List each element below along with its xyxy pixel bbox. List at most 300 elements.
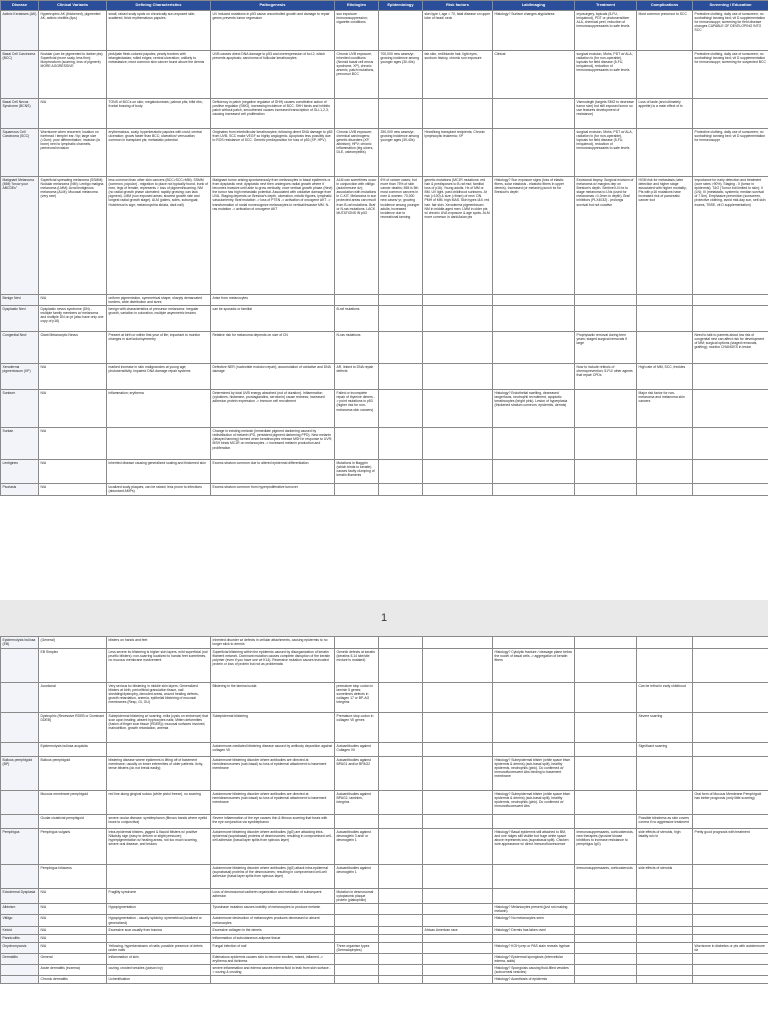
etiologies-cell: sun exposure immunosuppression; cigarette conditions — [335, 11, 379, 51]
lab-imaging-cell: Histology? No melanocytes seen — [493, 915, 575, 926]
epidemiology-cell — [379, 829, 423, 865]
lab-imaging-cell — [493, 713, 575, 743]
pathogenesis-cell: Blistering in the lamina lucida — [211, 683, 335, 713]
epidemiology-cell — [379, 815, 423, 829]
screening-education-cell — [693, 757, 768, 791]
risk-factors-cell — [423, 295, 493, 306]
etiologies-cell — [335, 976, 379, 984]
defining-characteristics-cell: small, raised scaly spots on chronically sun-exposed skin; scattered, thick erythematous papules — [107, 11, 211, 51]
header-cell: Lab/Imaging — [493, 1, 575, 11]
lab-imaging-cell — [493, 99, 575, 129]
table-row — [1, 926, 768, 934]
risk-factors-cell — [423, 757, 493, 791]
epidemiology-cell: 6% of cancer cases; but more than 75% of skin cancer deaths; MM is 5th most common cancers in men & women; 70,000 new cases/ yr; growing incidence among younger adults; increased incidence due to recreational tanning — [379, 177, 423, 295]
risk-factors-cell — [423, 791, 493, 815]
complications-cell — [637, 129, 693, 177]
risk-factors-cell — [423, 865, 493, 889]
disease-cell: Psoriasis — [1, 484, 39, 496]
lab-imaging-cell: Clinical — [493, 51, 575, 99]
complications-cell — [637, 934, 693, 942]
defining-characteristics-cell: severe ocular disease; symblepharon (fibrous bands where eyelid bows to conjunctiva) — [107, 815, 211, 829]
risk-factors-cell — [423, 390, 493, 428]
table-row — [1, 484, 768, 496]
clinical-variants-cell: Chronic dermatitis — [39, 976, 107, 984]
risk-factors-cell — [423, 99, 493, 129]
pathogenesis-cell: Excess stratum corneum from hyperproliferative turnover — [211, 484, 335, 496]
risk-factors-cell: skin type I, age > 70, fatal disease on upper lobe of head/ neck — [423, 11, 493, 51]
disease-cell — [1, 713, 39, 743]
header-cell: Defining Characteristics — [107, 1, 211, 11]
disease-table-page-2 — [0, 636, 768, 984]
complications-cell: Possible blindness as skin covers cornea if no aggressive treatment — [637, 815, 693, 829]
defining-characteristics-cell: uniform pigmentation, symmetrical shape; sharply demarcated borders, wide distribution and sizes — [107, 295, 211, 306]
pathogenesis-cell — [211, 976, 335, 984]
complications-cell: High rate of MM, SCC, freckles — [637, 364, 693, 390]
pathogenesis-cell: Malignant tumor arising spontaneously from melanocytes in basal epidermis or from dysplastic nevi; dysplastic nevi then undergoes radial growth where it becomes invasive until able to grow vertically; once vertical growth phase (Nevi) the tumor has high metastatic potential. Associated with oxidative damage from UVA. Staging depends on Breslow's depth, ulceration, mitotic figures, lymphatic vascular/entry. Braf mutation -> loss of PTEN -> activation of oncogene AKT -> transformation of nodal nonrecognize melanocytes to vertical/invasive MM. N-ras mutation -> activation of oncogene AKT — [211, 177, 335, 295]
pathogenesis-cell: UVB causes direct DNA damage to p53 and overexpression of bcl-2, which prevents apoptosis; carcinoma of follicular keratinocytes — [211, 51, 335, 99]
table-row — [1, 51, 768, 99]
etiologies-cell — [335, 428, 379, 460]
table-row — [1, 743, 768, 757]
screening-education-cell — [693, 637, 768, 649]
defining-characteristics-cell: red line along gingival sulcus (white pistol freeze), no scarring — [107, 791, 211, 815]
defining-characteristics-cell: Subepidermal blistering w/ scarring. milia (cysts on eminence) that scar upon healing; absent hyphocytes nails; Mitten deformities (fusion of finger scar tissue (RDEB)); mucosal surfaces involved, malnutrition, growth retardation, anemia — [107, 713, 211, 743]
risk-factors-cell — [423, 743, 493, 757]
screening-education-cell — [693, 915, 768, 926]
epidemiology-cell — [379, 364, 423, 390]
epidemiology-cell: 700,000 new cases/yr; growing incidence among younger ages (30-40s) — [379, 51, 423, 99]
risk-factors-cell — [423, 460, 493, 484]
pathogenesis-cell: Arise from melanocytes — [211, 295, 335, 306]
treatment-cell — [575, 428, 637, 460]
treatment-cell — [575, 815, 637, 829]
disease-cell — [1, 791, 39, 815]
screening-education-cell — [693, 649, 768, 683]
treatment-cell — [575, 683, 637, 713]
screening-education-cell — [693, 99, 768, 129]
disease-cell: Onychomycosis — [1, 942, 39, 953]
lab-imaging-cell — [493, 295, 575, 306]
disease-cell — [1, 683, 39, 713]
lab-imaging-cell — [493, 306, 575, 332]
table-row — [1, 306, 768, 332]
lab-imaging-cell: Histology? Dermis has taken over! — [493, 926, 575, 934]
clinical-variants-cell: N/A — [39, 484, 107, 496]
lab-imaging-cell: Histology? Subepidermal blister (while space btwn epidermis & dermis) (sub-basal split), healthy epidermis, neutrophils (pink). Do confirmed w/ immunofluorescent Abs — [493, 791, 575, 815]
etiologies-cell — [335, 934, 379, 942]
complications-cell — [637, 965, 693, 976]
pathogenesis-cell: Excessive collagen in the dermis — [211, 926, 335, 934]
risk-factors-cell — [423, 934, 493, 942]
epidemiology-cell — [379, 295, 423, 306]
pathogenesis-cell: Inherited disorder w/ defects in cellular attachments, causing epidermis to no longer stick to dermis — [211, 637, 335, 649]
complications-cell — [637, 295, 693, 306]
risk-factors-cell — [423, 815, 493, 829]
disease-cell: Pemphigus — [1, 829, 39, 865]
table-row — [1, 976, 768, 984]
lab-imaging-cell: Histology? Sun exposure signs (loss of elastic fibers, solar elastosis - elastotic fibers in upper dermis). Increased (or melanin) punch bx for Breslow's depth — [493, 177, 575, 295]
etiologies-cell — [335, 953, 379, 964]
screening-education-cell: Worrisome in diabetics or pts with autoimmune dz — [693, 942, 768, 953]
lab-imaging-cell — [493, 129, 575, 177]
etiologies-cell — [335, 904, 379, 915]
header-cell: Pathogenesis — [211, 1, 335, 11]
pathogenesis-cell: severe inflammation and edema causes edema fluid to leak from skin surface -> oozing & crusting — [211, 965, 335, 976]
lab-imaging-cell: Histology? Acanthosis of epidermis — [493, 976, 575, 984]
pathogenesis-cell: Autoimmune blistering disorder where antibodies (IgG) attack intra-epidermal (suprabasal) proteins of the desmosomes; resulting in compromised cell-cell adhesion (basal layer splits from spinous layer) — [211, 865, 335, 889]
pathogenesis-cell: Determined by total UVB energy absorbed (not of duration). Inflammation (cytokines, histamine, prostaglandins, serotonin) cause redness; increased adhesion protein expression -> immune cell recruitment — [211, 390, 335, 428]
pathogenesis-cell: UV induced mutations in p53 cause uncontrolled growth and damage to repair genes prevents tumor regression — [211, 11, 335, 51]
treatment-cell: Vismodegib (targets SMO to decrease tumor size) but still exposed tumor so use features development of resistance) — [575, 99, 637, 129]
etiologies-cell — [335, 484, 379, 496]
pathogenesis-cell: Edematous epidermis causes skin to become swollen, raised, inflamed -> erythema and itchiness — [211, 953, 335, 964]
pathogenesis-cell: Autoimmune-mediated blistering disease caused by antibody deposition against collagen VII — [211, 743, 335, 757]
risk-factors-cell — [423, 904, 493, 915]
screening-education-cell — [693, 965, 768, 976]
table-row — [1, 904, 768, 915]
header-cell: Screening / Education — [693, 1, 768, 11]
clinical-variants-cell: Nodular (can be pigmented to darker pts); Superficial (more scaly, less firm); Morpheaform (scarring, loss of pigment) MORE AGGRESSIVE — [39, 51, 107, 99]
table-row — [1, 637, 768, 649]
epidemiology-cell — [379, 713, 423, 743]
table-row — [1, 953, 768, 964]
screening-education-cell — [693, 953, 768, 964]
table-row — [1, 757, 768, 791]
disease-cell: Bullous pemphigoid (BP) — [1, 757, 39, 791]
lab-imaging-cell: Histology? Basal epidermis still attached to BM, and one ridges still visible but huge white space above represents loss (suprabasal split). Chicken wire appearance w/ direct immunofluorescence — [493, 829, 575, 865]
defining-characteristics-cell: erythematous, scaly, hyperkeratotic papules with crust; central ulceration; grows faster than BCC; ulceration/ verrucation; common in transplant pts; metastatic potential — [107, 129, 211, 177]
table-row — [1, 915, 768, 926]
disease-cell: Panniculitis — [1, 934, 39, 942]
disease-cell: Xeroderma pigmentosum (XP) — [1, 364, 39, 390]
epidemiology-cell — [379, 976, 423, 984]
screening-education-cell — [693, 934, 768, 942]
lab-imaging-cell: Histology? Endothelial swelling, decreased langerhans, neutrophil recruitment, apoptotic keratinocytes (bright pink). Lesion of hyperplasia (thickened stratum corneum, epidermis, dermis) — [493, 390, 575, 428]
complications-cell — [637, 926, 693, 934]
etiologies-cell: Autoantibodies against BPAG1 and/or BPAG2 — [335, 757, 379, 791]
pathogenesis-cell: Severe inflammation of the eye causes thin & fibrous scarring that fuses with the eye conjunctiva via symblepharon — [211, 815, 335, 829]
treatment-cell — [575, 649, 637, 683]
clinical-variants-cell: N/A — [39, 915, 107, 926]
pathogenesis-cell: can be sporadic or familial — [211, 306, 335, 332]
table-row — [1, 460, 768, 484]
risk-factors-cell — [423, 953, 493, 964]
treatment-cell — [575, 965, 637, 976]
treatment-cell — [575, 484, 637, 496]
etiologies-cell: Chronic UVB exposure; chemical carcinogens; genetic disorders (XP, albinism); HPV; chronic inflammation (leg ulcers, DLE, osteomyelitis) — [335, 129, 379, 177]
epidemiology-cell — [379, 965, 423, 976]
table-row — [1, 649, 768, 683]
lab-imaging-cell: Histology? Spongiosis causing fluid-filled vesicles (subcorneal vesicles) — [493, 965, 575, 976]
screening-education-cell: Protective clothing, daily use of sunscreen; no sunbathing/ tanning bed; vit D supplementation for immunosuppr — [693, 129, 768, 177]
screening-education-cell — [693, 926, 768, 934]
screening-education-cell: Protective clothing, daily use of sunscreen; no sunbathing/ tanning bed; vit D supplementation for immunosuppr; screening for suspected BCC — [693, 51, 768, 99]
lab-imaging-cell — [493, 484, 575, 496]
table-row — [1, 815, 768, 829]
epidemiology-cell — [379, 953, 423, 964]
lab-imaging-cell — [493, 460, 575, 484]
epidemiology-cell — [379, 484, 423, 496]
header-cell: Clinical Variants — [39, 1, 107, 11]
treatment-cell — [575, 390, 637, 428]
clinical-variants-cell: N/A — [39, 99, 107, 129]
clinical-variants-cell: Superficial spreading melanoma (SSMM); Nodular melanoma (NM); Lentigo maligna melanoma (LMM); Acral lentiginous melanoma (ALM); Mucosal melanoma (very rare) — [39, 177, 107, 295]
etiologies-cell: ALM can sometimes occur in conjunction with vitiligo (autoimmune dz); association with mutations in C-KIT. Melanoma in sun protected areas can result from B-raf mutations. Braf or N-ras mutations. LACK MUTATIONS IN p53 — [335, 177, 379, 295]
epidemiology-cell — [379, 683, 423, 713]
disease-cell: Ectodermal Dysplasia — [1, 889, 39, 904]
etiologies-cell: Autoantibodies against Collagen VII — [335, 743, 379, 757]
lab-imaging-cell: Histology? Subepidermal blister (while space btwn epidermis & dermis) (sub-basal split), healthy epidermis, neutrophils (pink). Do confirmed w/ immunofluorescent Abs binding to basement membrane — [493, 757, 575, 791]
complications-cell — [637, 904, 693, 915]
epidemiology-cell — [379, 926, 423, 934]
complications-cell: Major risk factor for non-melanoma and melanoma skin cancers — [637, 390, 693, 428]
clinical-variants-cell: Dystrophic (Recessive RDEB or Dominant DDEB) — [39, 713, 107, 743]
complications-cell — [637, 976, 693, 984]
table-header-row — [1, 1, 768, 11]
complications-cell — [637, 889, 693, 904]
etiologies-cell — [335, 815, 379, 829]
complications-cell — [637, 953, 693, 964]
complications-cell — [637, 649, 693, 683]
table-row — [1, 295, 768, 306]
complications-cell — [637, 428, 693, 460]
etiologies-cell — [335, 99, 379, 129]
clinical-variants-cell: Hypertrophic AK (thickened), pigmented AK, actinic cheilitis (lips) — [39, 11, 107, 51]
defining-characteristics-cell — [107, 428, 211, 460]
complications-cell — [637, 942, 693, 953]
epidemiology-cell — [379, 390, 423, 428]
risk-factors-cell: African American race — [423, 926, 493, 934]
lab-imaging-cell: Histology? Melanocytes present (just not making melanin) — [493, 904, 575, 915]
risk-factors-cell — [423, 942, 493, 953]
treatment-cell — [575, 757, 637, 791]
table-row — [1, 791, 768, 815]
lab-imaging-cell — [493, 934, 575, 942]
screening-education-cell: Oral form of Mucous Membrane Pemphigoid has better prognosis (only little scarring) — [693, 791, 768, 815]
screening-education-cell — [693, 460, 768, 484]
clinical-variants-cell: Worrisome when recurrent; location on forehead / temple/ ear / lip; large size (>2cm); poor differentiation; invasion (to bone) next to lymphatic channels, perineural invasion — [39, 129, 107, 177]
disease-cell: Squamous Cell Carcinoma (SCC) — [1, 129, 39, 177]
etiologies-cell: Failed or incomplete repair of thymine dimers -> point mutations in p53 (higher risk for non-melanoma skin cancers) — [335, 390, 379, 428]
table-row — [1, 177, 768, 295]
defining-characteristics-cell: Excessive scar usually from trauma — [107, 926, 211, 934]
treatment-cell: Immunosuppressants, corticosteroids, new therapies (tyrosine kinase inhibitors to increase resistance to pemphigus IgG) — [575, 829, 637, 865]
clinical-variants-cell: N/A — [39, 926, 107, 934]
screening-education-cell — [693, 815, 768, 829]
epidemiology-cell — [379, 915, 423, 926]
treatment-cell: Prophylactic removal during teen years; staged surgical removals if large — [575, 332, 637, 364]
etiologies-cell: Premature stop codon in collagen VII genes — [335, 713, 379, 743]
clinical-variants-cell: N/A — [39, 295, 107, 306]
epidemiology-cell — [379, 942, 423, 953]
complications-cell — [637, 332, 693, 364]
screening-education-cell: Need to talk to parents about low risk of congenital nevi can affect risk for development of MM; surgical options (staged removals, grafting); monitor CHANGES in lesion — [693, 332, 768, 364]
defining-characteristics-cell: inherited disease causing generalized scaling and thickened skin — [107, 460, 211, 484]
page-number: 1 — [380, 612, 388, 624]
screening-education-cell — [693, 743, 768, 757]
treatment-cell — [575, 460, 637, 484]
clinical-variants-cell: Epidermolysis bullosa acquisita — [39, 743, 107, 757]
etiologies-cell — [335, 295, 379, 306]
clinical-variants-cell: N/A — [39, 460, 107, 484]
disease-cell — [1, 965, 39, 976]
etiologies-cell: premature stop codon in laminin 5 genes; sometimes defects in collagen 17 or BP-AG integrins — [335, 683, 379, 713]
lab-imaging-cell — [493, 743, 575, 757]
pathogenesis-cell: Autoimmune destruction of melanocytes produces decreased or absent melanocytes — [211, 915, 335, 926]
lab-imaging-cell: Histology? Cytolytic fracture / cleavage plane below the nuclei of basal cells -> aggregation of keratin fibers — [493, 649, 575, 683]
defining-characteristics-cell: pink/pale flesh-colored papules; pearly borders with telangiectasias; rolled edges; central ulceration; unlikely to metastasize; most common skin cancer found above the dermis — [107, 51, 211, 99]
complications-cell — [637, 915, 693, 926]
complications-cell: Most common precursor to SCC — [637, 11, 693, 51]
disease-cell: Lentigines — [1, 460, 39, 484]
pathogenesis-cell: Deficiency in patch (negative regulator of SHH) causes constitutive action of positive regulator (SMO), increasing incidence of BCC. SHH binds and inhibits patch without patch, smoothened causes increased transcription of GLI-1,2,3, causing increased cell proliferation — [211, 99, 335, 129]
risk-factors-cell — [423, 915, 493, 926]
treatment-cell — [575, 953, 637, 964]
complications-cell: Significant scarring — [637, 743, 693, 757]
pathogenesis-cell: Superficial blistering within the epidermis caused by disorganization of keratin filament network. Dominant mutation causes complete disruption of the keratin polymer (even if you have one wt K14). Recessive mutation causes truncated protein or loss of protein but not as problematic — [211, 649, 335, 683]
clinical-variants-cell: N/A — [39, 889, 107, 904]
treatment-cell: surgical excision, Mohs, PDT w/ ALA, radiation tx (for non-operable), topicals for field disease (5-FU, imiquimod), reduction of immunosuppressants to safe levels — [575, 51, 637, 99]
treatment-cell: Now to include retinoic of chemoprevention; 5-FU/ other agents that repair CPDs — [575, 364, 637, 390]
epidemiology-cell — [379, 743, 423, 757]
complications-cell: side effects of steroids — [637, 865, 693, 889]
screening-education-cell — [693, 364, 768, 390]
clinical-variants-cell: N/A — [39, 364, 107, 390]
clinical-variants-cell: Pemphigus foliaceus — [39, 865, 107, 889]
defining-characteristics-cell: benign with characteristics of precursor melanoma: irregular growth, variation in coloration, multiple asymmetric lesions — [107, 306, 211, 332]
screening-education-cell — [693, 306, 768, 332]
epidemiology-cell: 250,000 new cases/yr; growing incidence among younger ages (30-40s) — [379, 129, 423, 177]
risk-factors-cell — [423, 428, 493, 460]
screening-education-cell — [693, 295, 768, 306]
disease-table-page-1 — [0, 0, 768, 496]
table-row — [1, 865, 768, 889]
clinical-variants-cell: EB Simplex — [39, 649, 107, 683]
epidemiology-cell — [379, 757, 423, 791]
screening-education-cell: Importance for early detection and treatment (cure rates >90%). Staging - 0 (tumor in epidermis); T&O (Tumor but limited to skin); II (LN); III (metastatic, systemic; median survival of 7.5m). Emphasize prevention (sunscreen, protective clothing, avoid mid-day sun, self-skin exams, TBSE, vit D supplementation) — [693, 177, 768, 295]
etiologies-cell: Autoantibodies against desmoglein 1 — [335, 865, 379, 889]
header-cell: Treatment — [575, 1, 637, 11]
table-row — [1, 364, 768, 390]
pathogenesis-cell: Loss of desmosomal cadherin organization and mediation of subsequent adhesion — [211, 889, 335, 904]
lab-imaging-cell — [493, 865, 575, 889]
lab-imaging-cell: Histology? Surface changes atypia/area — [493, 11, 575, 51]
risk-factors-cell — [423, 484, 493, 496]
screening-education-cell — [693, 428, 768, 460]
defining-characteristics-cell: TONS of BCCs on skin; megalodontosis; palmar pits; bifid ribs; frontal bossing of body — [107, 99, 211, 129]
disease-cell: Keloid — [1, 926, 39, 934]
document-page-2 — [0, 636, 768, 1024]
disease-cell: Epidermolysis bullosa (EB) — [1, 637, 39, 649]
disease-cell — [1, 976, 39, 984]
risk-factors-cell — [423, 829, 493, 865]
defining-characteristics-cell: Very serious bc blistering in middle skin layers. Generalized blisters at birth, periorificial granulation tissue, nail shedding/dystrophy, denuded areas, wound healing defects, growth retardation, anemia, epithelial blistering of mucosal membranes (Resp, GI, GU) — [107, 683, 211, 713]
table-row — [1, 332, 768, 364]
disease-cell: Suntan — [1, 428, 39, 460]
clinical-variants-cell: N/A — [39, 390, 107, 428]
epidemiology-cell — [379, 637, 423, 649]
treatment-cell — [575, 904, 637, 915]
table-row — [1, 829, 768, 865]
clinical-variants-cell: Junctional — [39, 683, 107, 713]
defining-characteristics-cell: localized scaly plaques; can be raised; less prone to infections (abundant AMPs) — [107, 484, 211, 496]
risk-factors-cell — [423, 637, 493, 649]
complications-cell — [637, 757, 693, 791]
table-row — [1, 942, 768, 953]
screening-education-cell — [693, 889, 768, 904]
disease-cell: Basal Cell Carcinoma (BCC) — [1, 51, 39, 99]
defining-characteristics-cell: Lichenification — [107, 976, 211, 984]
risk-factors-cell: genetic mutations (MC1R mutations: red hair & predisposes to B-raf mut; familial loss of p16). Young adults. Hx of MM or BM. UV light. past childhood sunburns. At risk (>100) & size (>6mm) of nevi. DN. PMH of MM. high MAS. Skin types I&II. red hair. fair skin. Xeroderma pigmentosum. NM in middle-aged men. LMM in older pts w/ chronic UVA exposure & age spots. ALM more common in dark/Asian pts — [423, 177, 493, 295]
disease-cell: Sunburn — [1, 390, 39, 428]
disease-cell — [1, 865, 39, 889]
risk-factors-cell — [423, 649, 493, 683]
complications-cell: Can be lethal in early childhood — [637, 683, 693, 713]
epidemiology-cell — [379, 791, 423, 815]
etiologies-cell: Genetic defects at keratin (keratins 5,14 site/site mixture is mutated) — [335, 649, 379, 683]
screening-education-cell — [693, 484, 768, 496]
etiologies-cell: Autoantibodies against desmoglein 3 and/ or desmoglein 1 — [335, 829, 379, 865]
lab-imaging-cell: Histology? Epidermal spongiosis (intercellular edema, adds) — [493, 953, 575, 964]
treatment-cell — [575, 306, 637, 332]
table-row — [1, 428, 768, 460]
defining-characteristics-cell: Intra-epidermal blisters, jagged & flaccid blisters w/ positive Nikolsky sign (easy to deform or slight pressure); hyperpigmentation w/ healing areas, not too much scarring, severe oral disease, and lesions — [107, 829, 211, 865]
treatment-cell: surgical excision, Mohs, PDT w/ ALA, radiation tx (for non-operable), topicals for field disease (5-FU, imiquimod), reduction of immunosuppressants to safe levels — [575, 129, 637, 177]
etiologies-cell — [335, 926, 379, 934]
table-row — [1, 934, 768, 942]
defining-characteristics-cell: oozing, crusted vesicles (poison ivy) — [107, 965, 211, 976]
screening-education-cell: Pretty good prognosis with treatment — [693, 829, 768, 865]
treatment-cell — [575, 926, 637, 934]
epidemiology-cell — [379, 934, 423, 942]
complications-cell — [637, 51, 693, 99]
etiologies-cell: AR, linked to DNA repair defects — [335, 364, 379, 390]
disease-cell: Actinic Keratoses (AK) — [1, 11, 39, 51]
treatment-cell — [575, 915, 637, 926]
defining-characteristics-cell: Less severe bc blistering is higher skin layers. mild superficial (not pruritic blisters); non-scarring localized to hands/ feet sometimes, no mucous membrane involvement — [107, 649, 211, 683]
pathogenesis-cell: Inflammation of subcutaneous adipose tissue — [211, 934, 335, 942]
epidemiology-cell — [379, 865, 423, 889]
complications-cell — [637, 637, 693, 649]
pathogenesis-cell: Autoimmune blistering disorder where antibodies are directed at hemidesmosomes (sub-basal) so loss of epidermal attachment to basement membrane — [211, 791, 335, 815]
etiologies-cell: Mutations in filaggrin (which binds to keratin) causes faulty clumping of keratin filaments — [335, 460, 379, 484]
clinical-variants-cell: Mucous membrane pemphigoid — [39, 791, 107, 815]
disease-cell: Dysplastic Nevi — [1, 306, 39, 332]
header-cell: Disease — [1, 1, 39, 11]
defining-characteristics-cell — [107, 743, 211, 757]
disease-cell: Basal Cell Nevus Syndrome (BCNS) — [1, 99, 39, 129]
clinical-variants-cell: General — [39, 953, 107, 964]
disease-cell: Vitiligo — [1, 915, 39, 926]
epidemiology-cell — [379, 332, 423, 364]
pathogenesis-cell: Change in existing melanin (immediate pigment darkening caused by redistribution of melanin IPD, persistent pigment darkening PPD). New melanin (delayed tanning) formed when keratinocytes release MSH in response to UVR; MSH binds MC1R on melanocytes -> increased melanin production and proliferation — [211, 428, 335, 460]
risk-factors-cell — [423, 965, 493, 976]
epidemiology-cell — [379, 460, 423, 484]
disease-cell — [1, 743, 39, 757]
screening-education-cell — [693, 390, 768, 428]
epidemiology-cell — [379, 428, 423, 460]
table-row — [1, 129, 768, 177]
epidemiology-cell — [379, 904, 423, 915]
defining-characteristics-cell: blisters on hands and feet — [107, 637, 211, 649]
epidemiology-cell — [379, 889, 423, 904]
defining-characteristics-cell: Hypopigmentation — [107, 904, 211, 915]
clinical-variants-cell: N/A — [39, 934, 107, 942]
treatment-cell — [575, 942, 637, 953]
lab-imaging-cell — [493, 683, 575, 713]
clinical-variants-cell: N/A — [39, 942, 107, 953]
screening-education-cell — [693, 865, 768, 889]
